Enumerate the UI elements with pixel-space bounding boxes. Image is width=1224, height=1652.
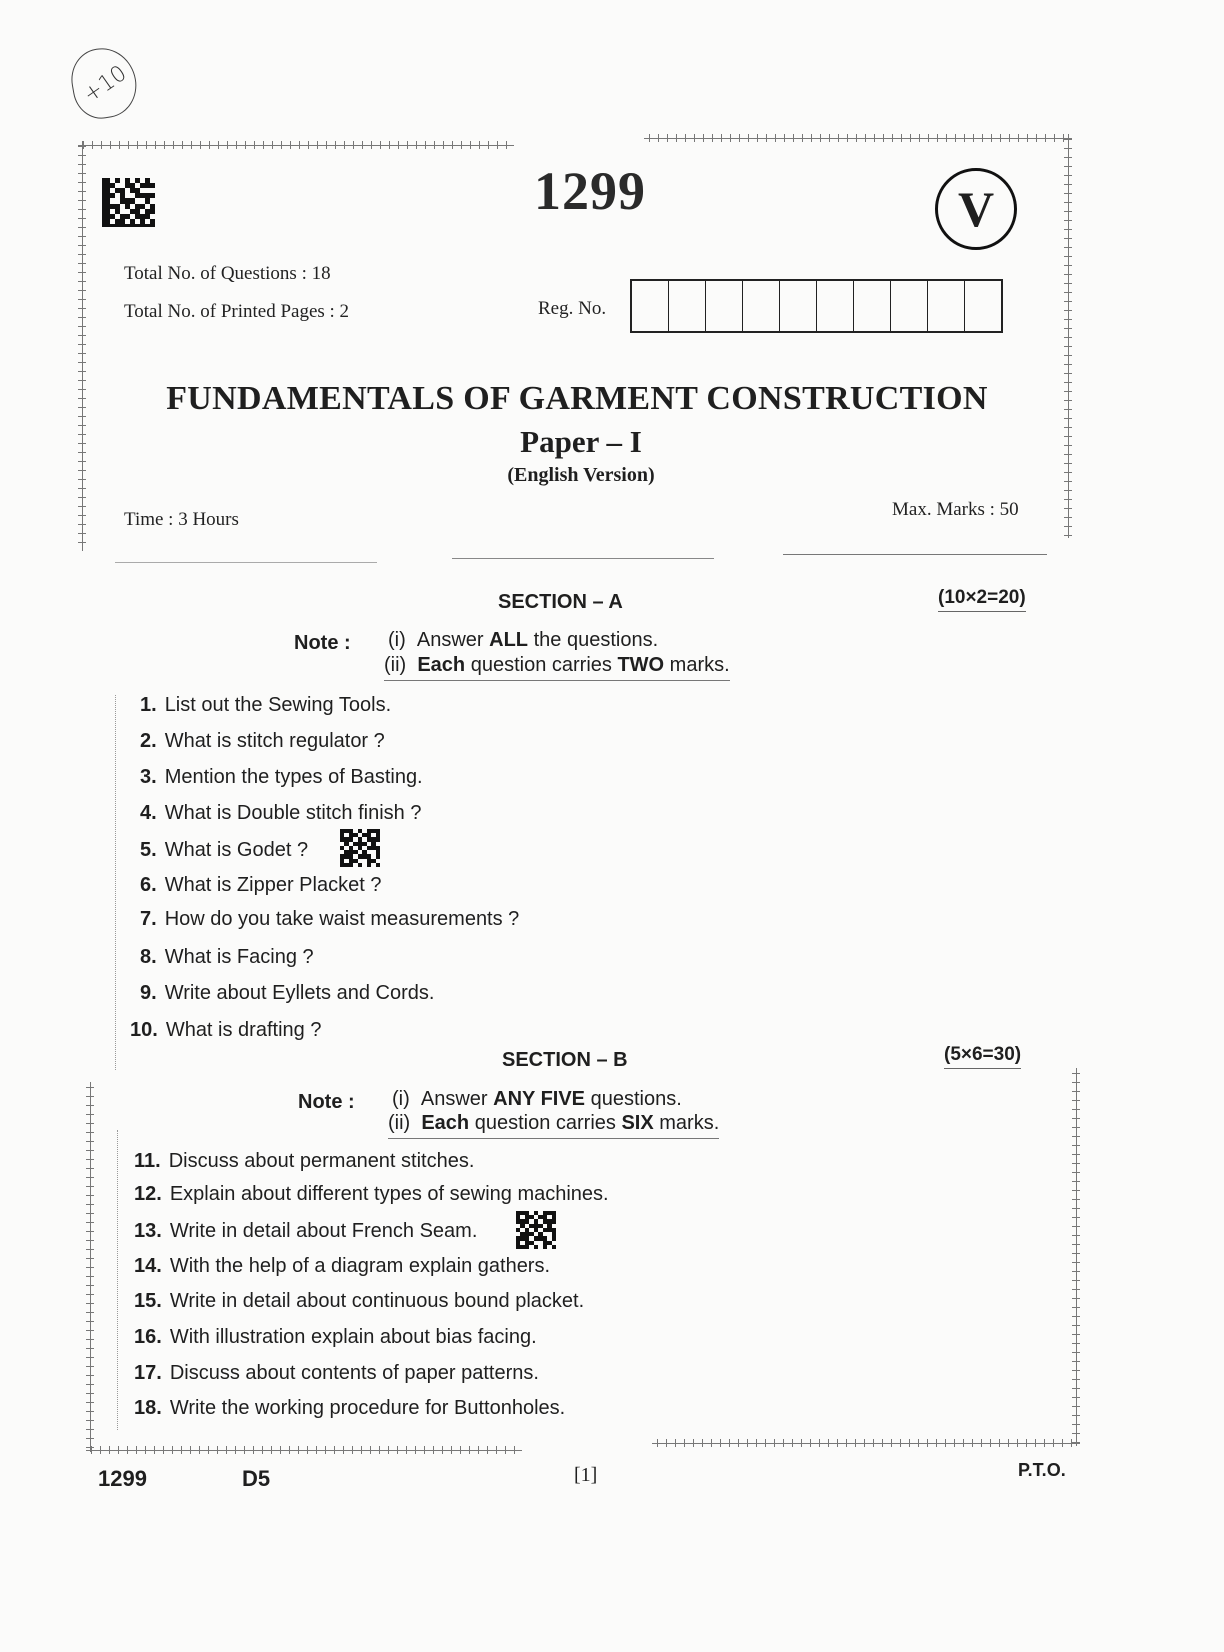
reg-no-digit-box[interactable] [928,281,965,331]
divider [115,562,377,563]
question-item: 6. What is Zipper Placket ? [140,874,382,896]
section-a-note-2: (ii) Each question carries TWO marks. [384,654,730,681]
section-b-note-1: (i) Answer ANY FIVE questions. [392,1088,682,1110]
reg-no-field[interactable] [630,279,1003,333]
question-item: 4. What is Double stitch finish ? [140,802,422,824]
reg-no-digit-box[interactable] [632,281,669,331]
border-stitch-top-left [78,141,514,149]
version-badge [935,168,1017,250]
datamatrix-code-icon [102,178,155,227]
question-item: 12. Explain about different types of sewing machines. [134,1183,609,1205]
question-item: 2. What is stitch regulator ? [140,730,385,752]
question-item: 1. List out the Sewing Tools. [140,694,392,716]
reg-no-digit-box[interactable] [965,281,1001,331]
reg-no-digit-box[interactable] [891,281,928,331]
border-stitch-bottom-right [652,1439,1080,1447]
question-item: 9. Write about Eyllets and Cords. [140,982,435,1004]
question-item: 14. With the help of a diagram explain gathers. [134,1255,551,1277]
question-item: 17. Discuss about contents of paper patterns. [134,1362,539,1384]
section-b-note-2: (ii) Each question carries SIX marks. [388,1112,719,1139]
question-item: 5. What is Godet ? [140,839,309,861]
qr-code-icon [340,829,380,867]
question-item: 15. Write in detail about continuous bound placket. [134,1290,585,1312]
footer-paper-code: 1299 [98,1466,147,1491]
question-item: 3. Mention the types of Basting. [140,766,423,788]
page-number: [1] [574,1464,598,1486]
total-printed-pages: Total No. of Printed Pages : 2 [124,301,350,322]
border-stitch-top-right [644,134,1072,142]
question-item: 7. How do you take waist measurements ? [140,908,520,930]
max-marks: Max. Marks : 50 [892,499,1019,520]
reg-no-digit-box[interactable] [706,281,743,331]
section-b-marks: (5×6=30) [944,1044,1021,1069]
border-stitch-left-bottom [86,1082,94,1452]
section-a-note-label: Note : [294,632,351,654]
reg-no-digit-box[interactable] [817,281,854,331]
divider [783,554,1047,555]
section-a-marks: (10×2=20) [938,587,1026,612]
version-letter: V [957,181,995,237]
question-item: 16. With illustration explain about bias facing. [134,1326,537,1348]
question-item: 8. What is Facing ? [140,946,314,968]
margin-line [117,1130,118,1430]
border-stitch-left [78,141,86,551]
version-label: (English Version) [507,464,655,486]
section-b-title: SECTION – B [502,1049,628,1071]
margin-line [115,695,116,1070]
reg-no-digit-box[interactable] [780,281,817,331]
reg-no-digit-box[interactable] [854,281,891,331]
divider [452,558,714,559]
reg-no-digit-box[interactable] [669,281,706,331]
question-item: 10. What is drafting ? [130,1019,322,1041]
section-b-note-label: Note : [298,1091,355,1113]
section-a-title: SECTION – A [498,591,623,613]
border-stitch-right-bottom [1072,1068,1080,1446]
section-a-note-1: (i) Answer ALL the questions. [388,629,659,651]
subject-title: FUNDAMENTALS OF GARMENT CONSTRUCTION [166,380,988,417]
question-item: 11. Discuss about permanent stitches. [134,1150,475,1172]
paper-title: Paper – I [520,424,642,459]
handwritten-mark: +10 [79,60,132,109]
exam-time: Time : 3 Hours [124,509,239,530]
footer-set-code: D5 [242,1466,271,1491]
reg-no-digit-box[interactable] [743,281,780,331]
question-item: 18. Write the working procedure for Buttonholes. [134,1397,566,1419]
border-stitch-bottom-left [86,1446,522,1454]
reg-no-label: Reg. No. [538,298,607,319]
qr-code-icon [516,1211,556,1249]
total-questions: Total No. of Questions : 18 [124,263,331,284]
pto-label: P.T.O. [1018,1460,1066,1480]
question-item: 13. Write in detail about French Seam. [134,1220,478,1242]
paper-code: 1299 [534,161,646,221]
